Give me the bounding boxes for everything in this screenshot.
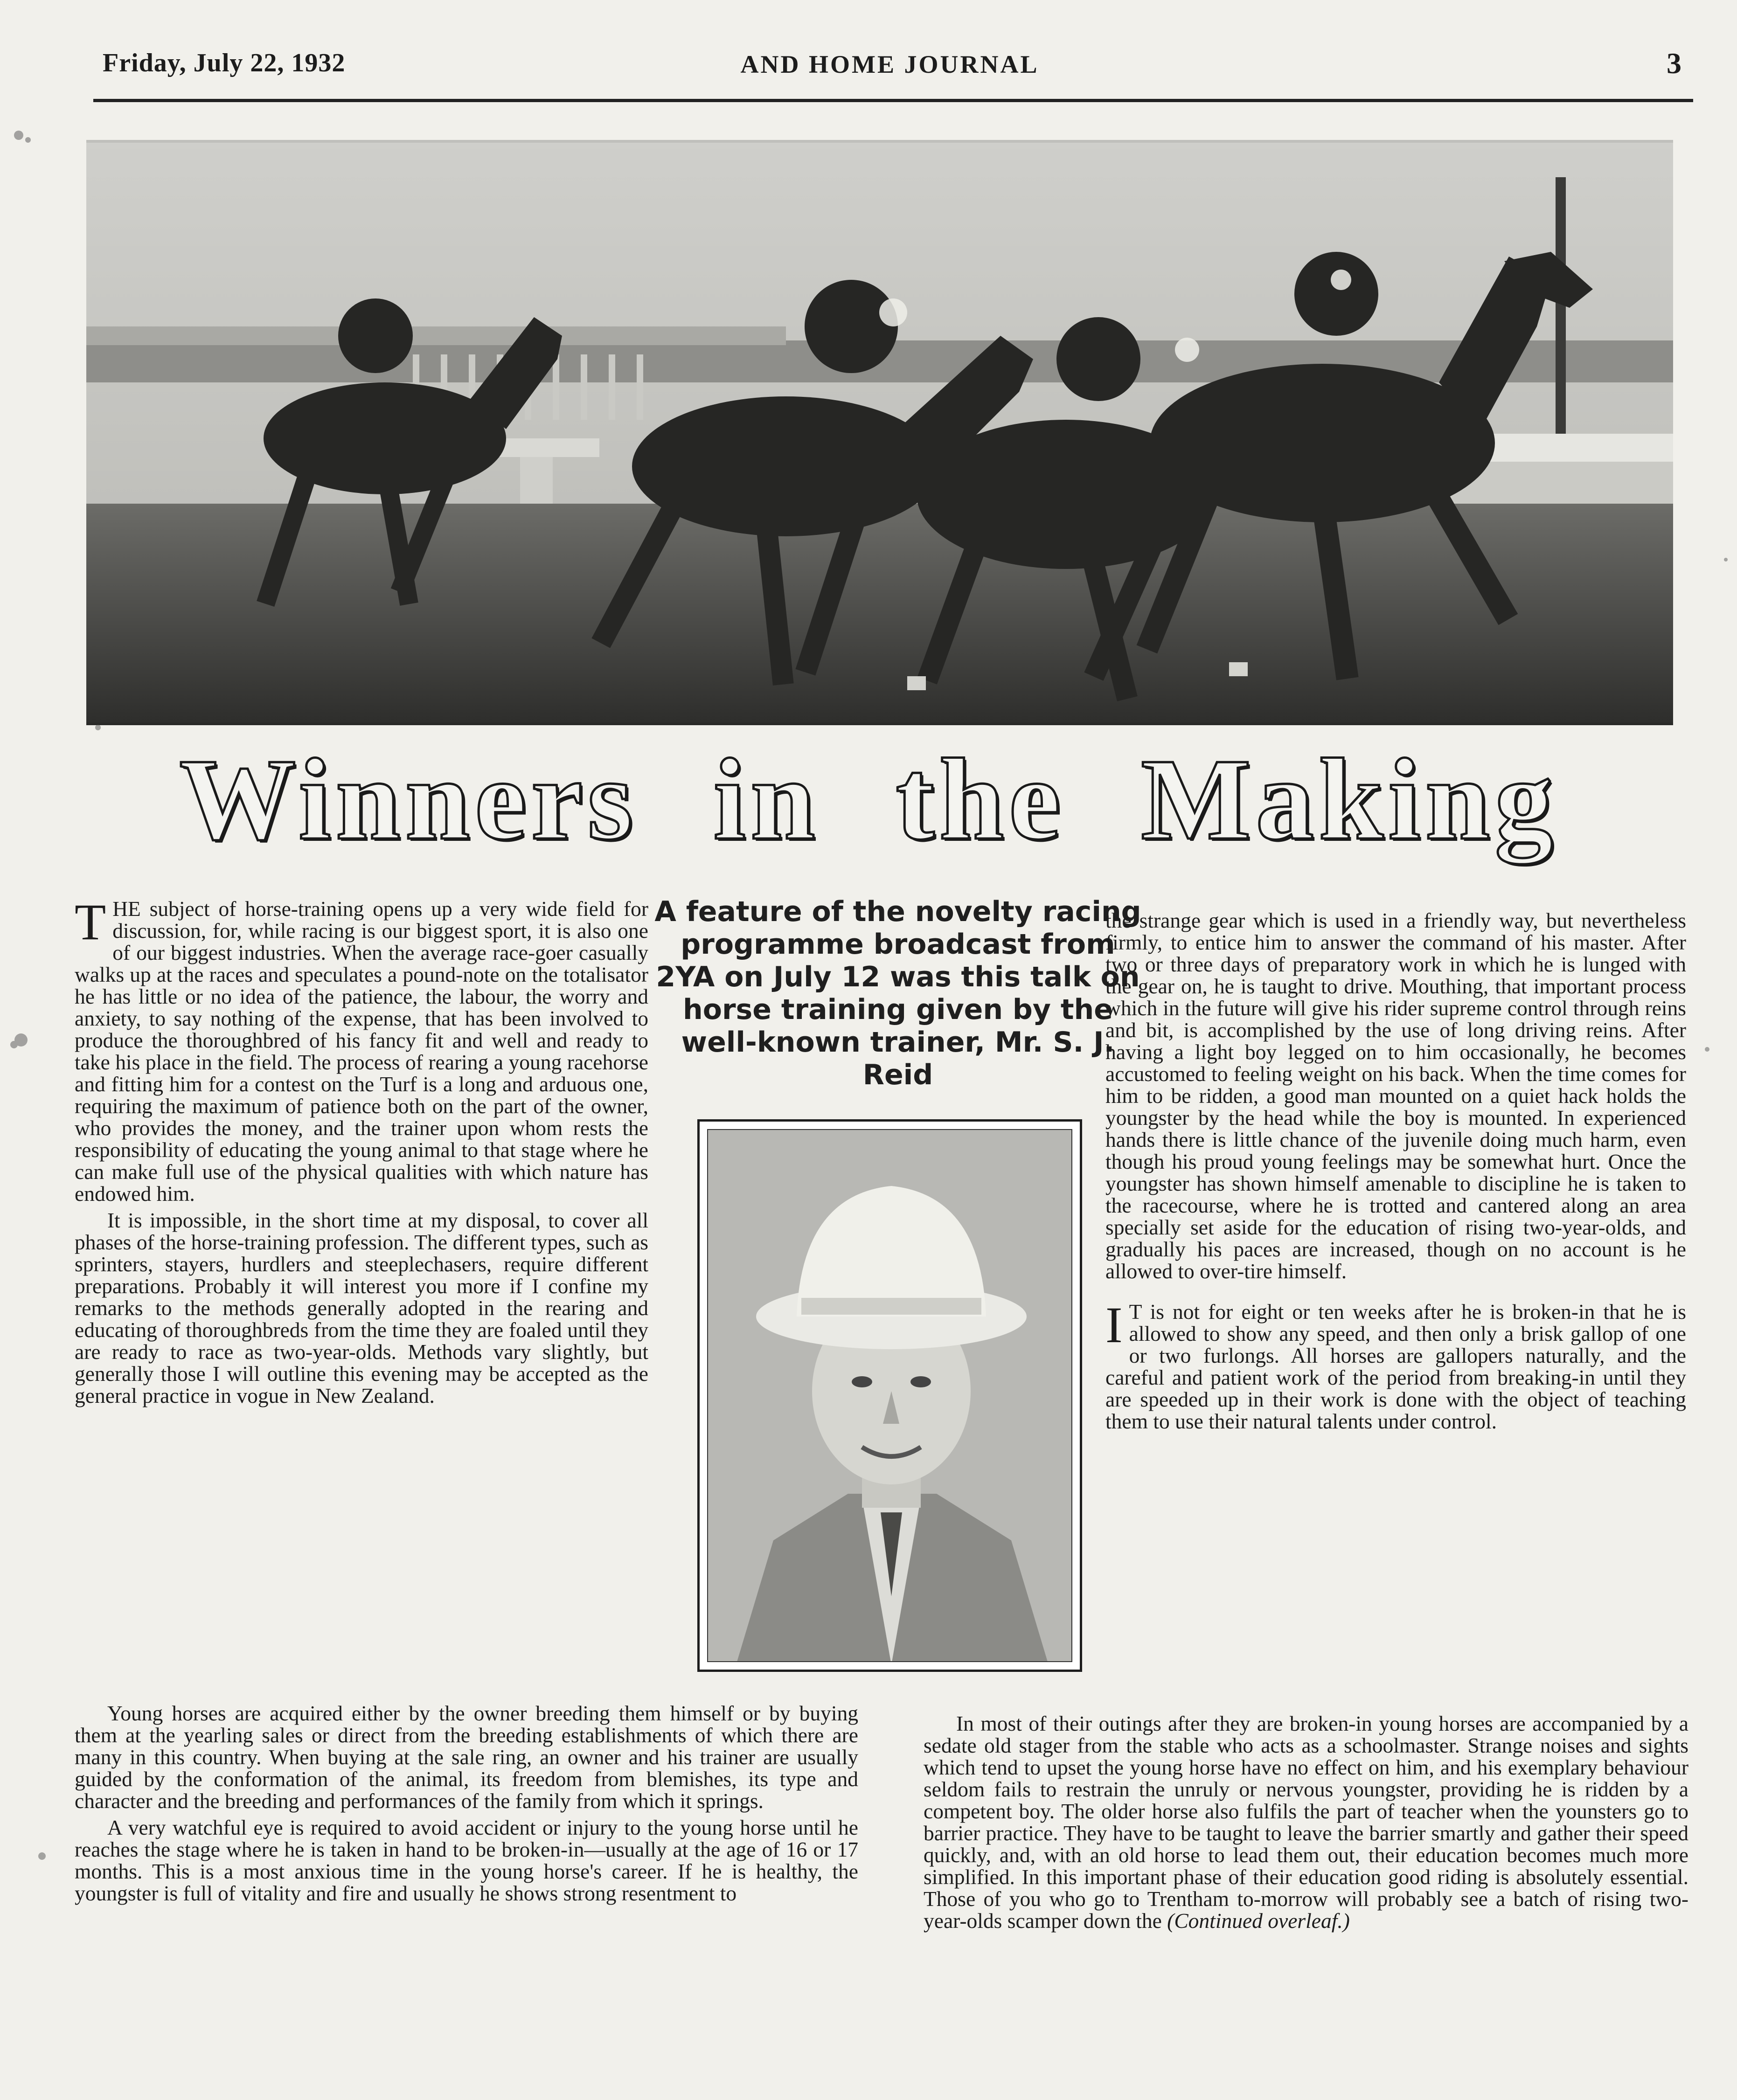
page-number: 3 bbox=[1667, 47, 1681, 80]
paragraph-2: It is impossible, in the short time at my disposal, to cover all phases of the horse-training profession. The different types, such as sprinters, stayers, hurdlers and steeplechasers, require different preparations. Probably it will interest you more if I confine my remarks to the methods generally adopted in the rearing and educating of thoroughbreds from the time they are foaled until they are ready to race as two-year-olds. Methods vary slightly, but generally those I will outline this evening may be accepted as the general practice in vogue in New Zealand. bbox=[75, 1208, 648, 1407]
issue-date: Friday, July 22, 1932 bbox=[103, 49, 346, 77]
paragraph-1 bbox=[75, 894, 648, 1206]
horse-race-photo bbox=[86, 140, 1673, 725]
portrait-icon bbox=[708, 1130, 1072, 1662]
journal-title: AND HOME JOURNAL bbox=[740, 50, 1039, 78]
trainer-portrait-photo bbox=[707, 1129, 1072, 1662]
masthead bbox=[93, 44, 1686, 86]
drop-cap: T bbox=[75, 894, 106, 950]
trainer-portrait bbox=[697, 1119, 1082, 1672]
article-column-left bbox=[75, 894, 648, 1411]
paragraph-7 bbox=[924, 1712, 1688, 1932]
article-column-left-wide bbox=[75, 1702, 858, 1909]
paragraph-7-text: In most of their outings after they are broken-in young horses are accompanied by a sedate old stager from the stable who acts as a schoolmaster. Strange noises and sights which tend to upset the young horse have no effect on him, and his exemplary behaviour seldom fails to restrain the unruly or nervous youngster, providing he is ridden by a competent boy. The older horse also fulfils the part of teacher when the younsters go to barrier practice. They have to be taught to leave the barrier smartly and gather their speed quickly, and, with an old horse to lead them out, their education becomes much more simplified. In this important phase of their education good riding is absolutely essential. Those of you who go to Trentham to-morrow will probably see a batch of rising two-year-olds scamper down the bbox=[924, 1712, 1688, 1933]
paragraph-4: A very watchful eye is required to avoid accident or injury to the young horse until he reaches the stage where he is taken in hand to be broken-in—usually at the age of 16 or 17 months. This is a most anxious time in the young horse's career. If he is healthy, the youngster is full of vitality and fire and usually he shows strong resentment to bbox=[75, 1816, 858, 1905]
standfirst: A feature of the novelty racing programme broadcast from 2YA on July 12 was this talk on horse training given by the well-known trainer, Mr. S. J. Reid bbox=[654, 895, 1141, 1091]
paragraph-6 bbox=[1105, 1296, 1686, 1433]
article-column-right-wide bbox=[924, 1712, 1688, 1936]
paragraph-3: Young horses are acquired either by the owner breeding them himself or by buying them at the yearling sales or direct from the breeding establishments of which there are many in this country. When buying at the sale ring, an owner and his trainer are usually guided by the conformation of the animal, its freedom from blemishes, its type and character and the breeding and performances of the family from which it springs. bbox=[75, 1701, 858, 1813]
drop-cap-2: I bbox=[1105, 1296, 1123, 1353]
paragraph-1-text: HE subject of horse-training opens up a very wide field for discussion, for, while racing is our biggest sport, it is also one of our biggest industries. When the average race-goer casually walks up at the races and speculates a pound-note on the totalisator he has little or no idea of the patience, the labour, the worry and anxiety, to say nothing of the expense, that has been involved to produce the thoroughbred of his fancy fit and well and ready to take his place in the field. The process of rearing a young racehorse and fitting him for a contest on the Turf is a long and arduous one, requiring the maximum of patience both on the part of the owner, who provides the money, and the trainer upon whom rests the responsibility of educating the young animal to that stage where he can make full use of the physical qualities with which nature has endowed him. bbox=[75, 897, 648, 1206]
article-column-right bbox=[1105, 909, 1686, 1437]
paragraph-5: the strange gear which is used in a friendly way, but nevertheless firmly, to entice him to answer the command of his master. After two or three days of preparatory work in which he is lunged with the gear on, he is taught to drive. Mouthing, that important process which in the future will give his rider supreme control through reins and bit, is accomplished by the use of long driving reins. After having a light boy legged on to him occasionally, he becomes accustomed to feeling weight on his back. When the time comes for him to be ridden, a good man mounted on a quiet hack holds the youngster by the head while the boy is mounted. In experienced hands there is little chance of the juvenile doing much harm, even though his proud young feelings may be somewhat hurt. Once the youngster has shown himself amenable to discipline he is taken to the racecourse, where he is trotted and cantered along an area specially set aside for the education of rising two-year-olds, and gradually his paces are increased, though on no account is he allowed to over-tire himself. bbox=[1105, 908, 1686, 1283]
headline: Winners in the Making bbox=[179, 735, 1558, 864]
continued-overleaf: (Continued overleaf.) bbox=[1167, 1909, 1350, 1933]
horse-race-photo-icon bbox=[86, 140, 1673, 725]
paragraph-6-text: T is not for eight or ten weeks after he is broken-in that he is allowed to show any speed, and then only a brisk gallop of one or two furlongs. All horses are gallopers naturally, and the careful and patient work of the period from breaking-in until they are speeded up in their work is done with the object of teaching them to use their natural talents under control. bbox=[1105, 1300, 1686, 1433]
header-rule bbox=[93, 99, 1693, 102]
